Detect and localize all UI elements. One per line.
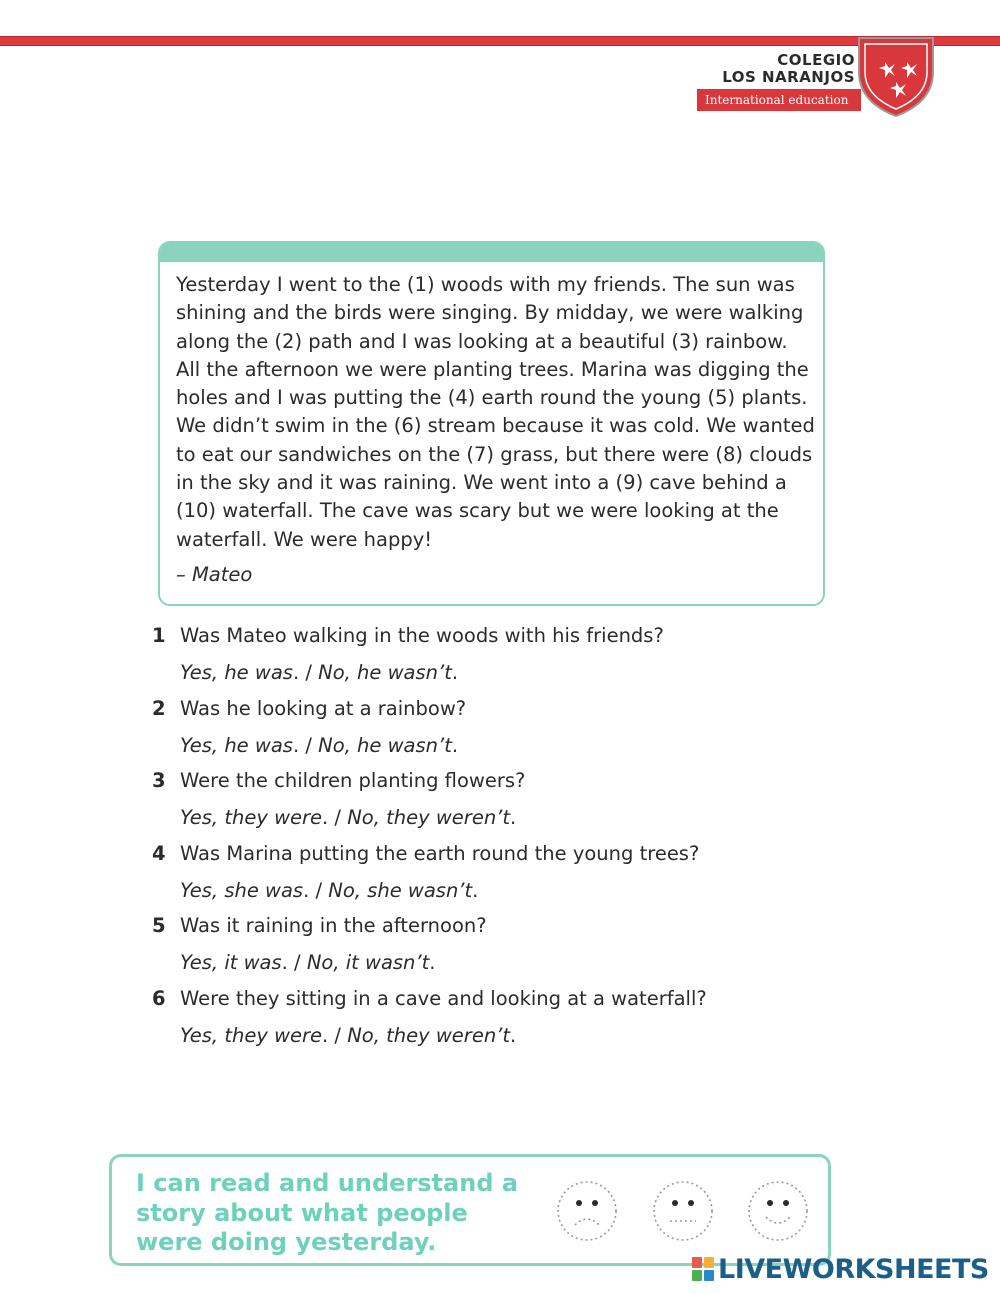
question-text: Was Mateo walking in the woods with his friends? bbox=[180, 624, 664, 647]
answer-yes[interactable]: Yes, it was bbox=[180, 951, 282, 975]
answer-separator: . / bbox=[292, 733, 319, 757]
answer-yes[interactable]: Yes, she was bbox=[180, 878, 304, 902]
answer-no[interactable]: No, she wasn’t bbox=[328, 878, 473, 902]
question-number: 3 bbox=[152, 769, 166, 793]
shield-icon bbox=[855, 32, 937, 118]
question-item bbox=[152, 622, 852, 695]
story-header-strip bbox=[160, 243, 823, 262]
question-text: Were the children planting flowers? bbox=[180, 769, 526, 793]
question-number: 2 bbox=[152, 696, 166, 720]
logo-line-2: LOS NARANJOS bbox=[722, 68, 855, 86]
logo-line-1: COLEGIO bbox=[777, 51, 855, 69]
answer-no[interactable]: No, they weren’t bbox=[347, 1023, 511, 1047]
answer-no[interactable]: No, they weren’t bbox=[347, 806, 511, 830]
question-item bbox=[152, 840, 852, 913]
question-text: Were they sitting in a cave and looking at a waterfall? bbox=[180, 986, 707, 1010]
answer-yes[interactable]: Yes, they were bbox=[180, 806, 323, 830]
question-number: 4 bbox=[152, 841, 166, 865]
answer-end: . bbox=[451, 661, 459, 684]
answer-end: . bbox=[451, 733, 459, 757]
story-signature: – Mateo bbox=[176, 563, 253, 586]
question-number: 5 bbox=[152, 914, 166, 938]
liveworksheets-logo-icon bbox=[692, 1257, 714, 1281]
answer-options bbox=[180, 734, 458, 757]
question-number: 1 bbox=[152, 624, 166, 647]
answer-end: . bbox=[510, 1023, 517, 1047]
story-box bbox=[158, 241, 825, 606]
story-text: Yesterday I went to the (1) woods with my friends. The sun was shining and the birds were singing. By midday, we were walking along the (2) path and I was looking at a beautiful (3) rainbow. All the afternoon we were planting trees. Marina was digging the holes and I was putting the (4) earth round the young (5) plants. We didn’t swim in the (6) stream because it was cold. We wanted to eat our sandwiches on the (7) grass, but there were (8) clouds in the sky and it was raining. We went into a (9) cave behind a (10) waterfall. The cave was scary but we were looking at the waterfall. We were happy! bbox=[176, 273, 815, 551]
happy-face-icon[interactable] bbox=[746, 1179, 810, 1243]
answer-separator: . / bbox=[322, 1023, 348, 1047]
answer-separator: . / bbox=[281, 951, 307, 975]
answer-no[interactable]: No, he wasn’t bbox=[318, 733, 452, 757]
watermark-text: LIVEWORKSHEETS bbox=[718, 1253, 989, 1285]
answer-yes[interactable]: Yes, he was bbox=[180, 661, 293, 684]
liveworksheets-watermark bbox=[692, 1254, 989, 1284]
school-logo bbox=[697, 28, 937, 118]
question-text: Was he looking at a rainbow? bbox=[180, 696, 467, 720]
question-item bbox=[152, 985, 852, 1058]
answer-yes[interactable]: Yes, he was bbox=[180, 733, 293, 757]
answer-end: . bbox=[472, 878, 479, 902]
question-item bbox=[152, 767, 852, 840]
question-item bbox=[152, 695, 852, 768]
question-text: Was it raining in the afternoon? bbox=[180, 914, 487, 938]
answer-options bbox=[180, 951, 435, 974]
answer-no[interactable]: No, he wasn’t bbox=[318, 661, 452, 684]
can-do-statement: I can read and understand a story about what people were doing yesterday. bbox=[136, 1169, 519, 1256]
sad-face-icon[interactable] bbox=[555, 1179, 619, 1243]
answer-yes[interactable]: Yes, they were bbox=[180, 1023, 323, 1047]
answer-options bbox=[180, 661, 458, 684]
answer-options bbox=[180, 806, 516, 829]
self-assessment-box bbox=[109, 1154, 831, 1266]
question-number: 6 bbox=[152, 986, 166, 1010]
answer-separator: . / bbox=[322, 806, 348, 830]
question-text: Was Marina putting the earth round the young trees? bbox=[180, 841, 700, 865]
question-item bbox=[152, 912, 852, 985]
answer-separator: . / bbox=[292, 661, 319, 684]
answer-options bbox=[180, 1024, 516, 1047]
answer-end: . bbox=[510, 806, 517, 830]
logo-tagline: International education bbox=[697, 89, 861, 111]
answer-no[interactable]: No, it wasn’t bbox=[306, 951, 430, 975]
question-list bbox=[152, 622, 852, 1058]
answer-separator: . / bbox=[303, 878, 329, 902]
answer-end: . bbox=[429, 951, 436, 975]
answer-options bbox=[180, 879, 478, 902]
neutral-face-icon[interactable] bbox=[651, 1179, 715, 1243]
